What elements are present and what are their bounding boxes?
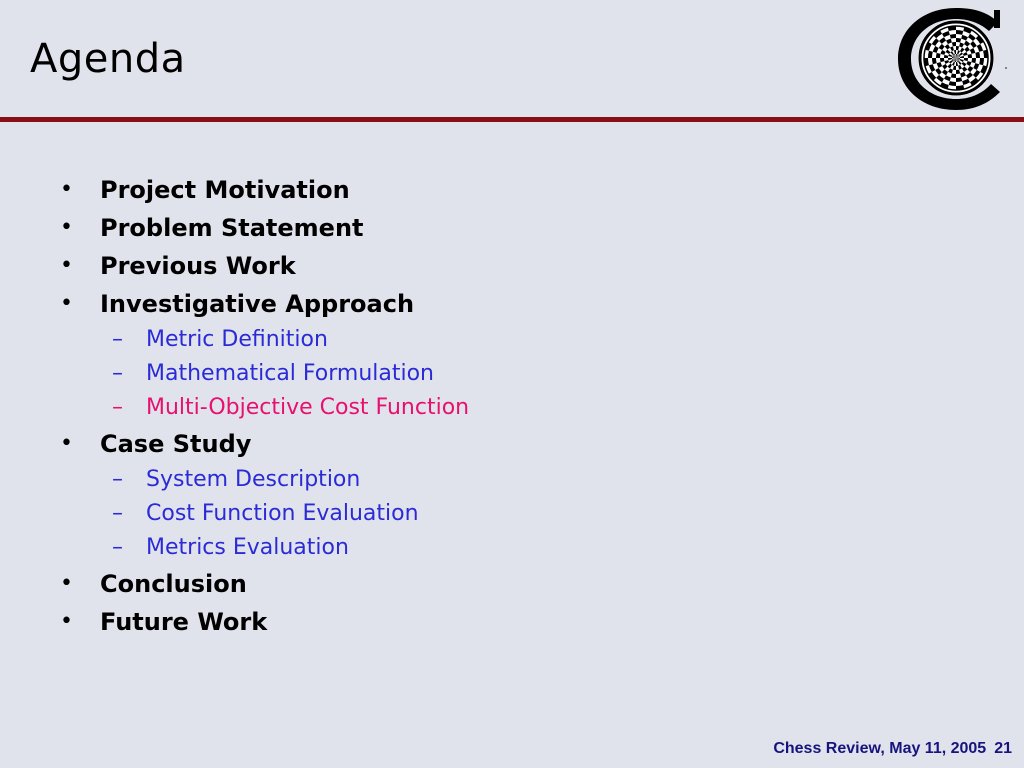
dash-bullet-icon: – xyxy=(112,467,123,492)
agenda-subitem-label: Cost Function Evaluation xyxy=(146,501,419,526)
checker-cell xyxy=(975,52,980,58)
bullet-icon: • xyxy=(60,431,73,456)
dash-bullet-icon: – xyxy=(112,501,123,526)
checker-cell xyxy=(932,58,937,64)
footer-text: Chess Review, May 11, 2005 xyxy=(773,740,987,757)
agenda-subitem-label: System Description xyxy=(146,467,361,492)
agenda-subitem xyxy=(0,532,1024,566)
agenda-item-label: Conclusion xyxy=(100,570,247,598)
agenda-subitem xyxy=(0,498,1024,532)
agenda-subitem xyxy=(0,324,1024,358)
agenda-subitem xyxy=(0,464,1024,498)
agenda-subitem xyxy=(0,392,1024,426)
dash-bullet-icon: – xyxy=(112,327,123,352)
agenda-subitem-label: Mathematical Formulation xyxy=(146,361,434,386)
agenda-subitem-label: Metrics Evaluation xyxy=(146,535,349,560)
slide-title: Agenda xyxy=(30,36,186,82)
agenda-item-label: Problem Statement xyxy=(100,214,364,242)
agenda-item xyxy=(0,566,1024,604)
title-divider xyxy=(0,117,1024,122)
bullet-icon: • xyxy=(60,571,73,596)
dash-bullet-icon: – xyxy=(112,361,123,386)
agenda-item xyxy=(0,210,1024,248)
agenda-item xyxy=(0,604,1024,642)
slide-footer xyxy=(773,740,1012,758)
agenda-item xyxy=(0,172,1024,210)
bullet-icon: • xyxy=(60,291,73,316)
agenda-item-label: Project Motivation xyxy=(100,176,350,204)
agenda-item-label: Future Work xyxy=(100,608,268,636)
dash-bullet-icon: – xyxy=(112,395,123,420)
agenda-subitem-label: Multi-Objective Cost Function xyxy=(146,395,470,420)
bullet-icon: • xyxy=(60,177,73,202)
agenda-item xyxy=(0,286,1024,324)
bullet-icon: • xyxy=(60,253,73,278)
agenda-subitem xyxy=(0,358,1024,392)
dash-bullet-icon: – xyxy=(112,535,123,560)
agenda-item-label: Investigative Approach xyxy=(100,290,415,318)
agenda-list xyxy=(0,172,1024,642)
agenda-subitem-label: Metric Definition xyxy=(146,327,328,352)
agenda-item xyxy=(0,248,1024,286)
chess-c-logo-icon xyxy=(894,8,1012,110)
checker-cell xyxy=(950,34,956,39)
bullet-icon: • xyxy=(60,215,73,240)
checker-cell xyxy=(956,77,962,82)
agenda-item-label: Case Study xyxy=(100,430,252,458)
page-number: 21 xyxy=(994,740,1012,757)
agenda-item xyxy=(0,426,1024,464)
bullet-icon: • xyxy=(60,609,73,634)
agenda-item-label: Previous Work xyxy=(100,252,296,280)
